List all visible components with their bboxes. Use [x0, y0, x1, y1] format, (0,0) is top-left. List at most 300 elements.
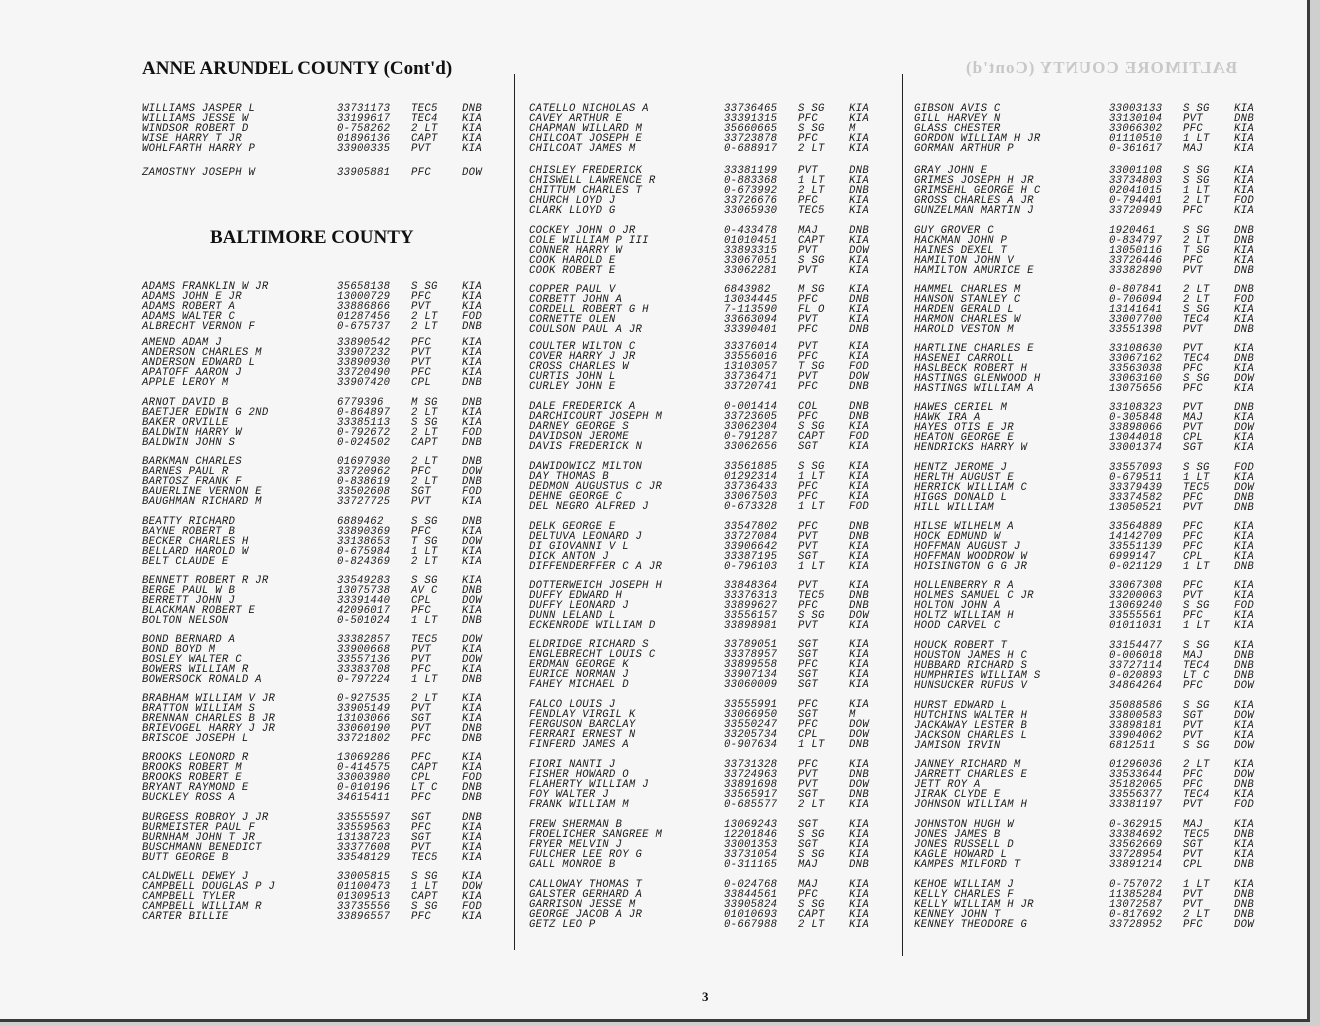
entry-rank: 2 LT	[411, 427, 438, 440]
entry-name: BELLARD HAROLD W	[142, 546, 249, 559]
entry-status: DOW	[1234, 919, 1254, 932]
entry-rank: PVT	[1183, 799, 1203, 812]
entry-service-number: 6889462	[337, 516, 384, 528]
entry-service-number: 33736465	[724, 103, 778, 115]
entry-status: KIA	[1234, 343, 1254, 355]
entry-rank: CPL	[411, 772, 431, 785]
entry-status: KIA	[849, 103, 869, 115]
entry-rank: AV C	[411, 585, 438, 598]
entry-rank: PVT	[1183, 343, 1203, 355]
entry-rank: S SG	[798, 103, 825, 115]
entry-status: KIA	[1234, 363, 1254, 376]
entry-service-number: 0-758262	[337, 123, 391, 136]
entry-name: FRANK WILLIAM M	[529, 799, 629, 812]
entry-service-number: 0-433478	[724, 225, 778, 237]
entry-name: HOCK EDMUND W	[914, 531, 1001, 544]
page-number: 3	[702, 989, 709, 1004]
entry-service-number: 33899558	[724, 659, 778, 672]
entry-status: DNB	[849, 165, 869, 177]
entry-status: DNB	[462, 674, 482, 687]
entry-name: HOLLENBERRY R A	[914, 580, 1014, 592]
entry-rank: PVT	[411, 723, 431, 736]
entry-name: BRATTON WILLIAM S	[142, 703, 256, 716]
entry-rank: PFC	[798, 351, 818, 364]
entry-service-number: 33904062	[1109, 730, 1163, 743]
entry-rank: CAPT	[798, 431, 825, 444]
entry-service-number: 6843982	[724, 284, 771, 296]
entry-name: ARNOT DAVID B	[142, 397, 229, 409]
entry-rank: 2 LT	[798, 185, 825, 198]
entry-status: KIA	[462, 143, 482, 156]
entry-name: COCKEY JOHN O JR	[529, 225, 636, 237]
entry-service-number: 34864264	[1109, 680, 1163, 693]
entry-rank: PFC	[1183, 531, 1203, 544]
entry-name: BALDWIN HARRY W	[142, 427, 242, 440]
entry-name: CAMPBELL TYLER	[142, 891, 236, 904]
entry-name: ERDMAN GEORGE K	[529, 659, 629, 672]
entry-service-number: 33559563	[337, 822, 391, 835]
entry-service-number: 13069240	[1109, 600, 1163, 613]
entry-service-number: 33907232	[337, 347, 391, 360]
entry-status: KIA	[849, 679, 869, 692]
entry-name: DUFFY EDWARD H	[529, 590, 623, 603]
entry-status: KIA	[1234, 640, 1254, 652]
entry-status: KIA	[849, 195, 869, 208]
entry-status: DNB	[849, 381, 869, 394]
entry-name: COOK HAROLD E	[529, 255, 616, 268]
entry-name: HAINES DEXEL T	[914, 245, 1008, 258]
entry-name: JARRETT CHARLES E	[914, 769, 1028, 782]
entry-rank: M SG	[411, 397, 438, 409]
entry-name: GARRISON JESSE M	[529, 899, 636, 912]
entry-rank: 2 LT	[1183, 294, 1210, 307]
entry-status: FOD	[849, 361, 869, 374]
entry-service-number: 6779396	[337, 397, 384, 409]
entry-rank: PFC	[411, 167, 431, 179]
entry-service-number: 33727725	[337, 496, 391, 509]
entry-status: KIA	[462, 842, 482, 855]
entry-rank: PFC	[798, 491, 818, 504]
entry-service-number: 33898066	[1109, 422, 1163, 435]
entry-name: KENNEY JOHN T	[914, 909, 1001, 922]
entry-status: KIA	[849, 314, 869, 327]
entry-service-number: 33001353	[724, 839, 778, 852]
entry-name: WILLIAMS JESSE W	[142, 113, 249, 126]
entry-status: DNB	[849, 294, 869, 307]
entry-status: KIA	[849, 265, 869, 278]
entry-rank: TEC4	[1183, 789, 1210, 802]
entry-status: FOD	[849, 501, 869, 514]
entry-service-number: 13072587	[1109, 899, 1163, 912]
entry-service-number: 33907134	[724, 669, 778, 682]
entry-status: KIA	[849, 133, 869, 146]
entry-status: KIA	[462, 693, 482, 705]
entry-service-number: 33376014	[724, 341, 778, 353]
entry-name: HOOD CARVEL C	[914, 620, 1001, 633]
entry-name: ANDERSON EDWARD L	[142, 357, 256, 370]
entry-name: DI GIOVANNI V L	[529, 541, 629, 554]
entry-rank: TEC5	[411, 103, 438, 115]
entry-name: BLACKMAN ROBERT E	[142, 605, 256, 618]
entry-name: CHILCOAT JOSEPH E	[529, 133, 643, 146]
entry-service-number: 33905881	[337, 167, 391, 179]
entry-rank: S SG	[1183, 225, 1210, 237]
entry-rank: PFC	[1183, 680, 1203, 693]
entry-status: M	[849, 123, 856, 136]
entry-service-number: 33562669	[1109, 839, 1163, 852]
entry-status: KIA	[462, 556, 482, 569]
entry-status: KIA	[1234, 103, 1254, 115]
entry-status: KIA	[1234, 245, 1254, 258]
entry-rank: TEC5	[1183, 829, 1210, 842]
entry-status: DNB	[1234, 265, 1254, 278]
entry-status: FOD	[849, 431, 869, 444]
entry-rank: PFC	[798, 481, 818, 494]
entry-status: KIA	[849, 551, 869, 564]
entry-rank: CAPT	[411, 133, 438, 146]
entry-status: DNB	[462, 437, 482, 450]
entry-service-number: 13000729	[337, 291, 391, 304]
entry-name: HARMON CHARLES W	[914, 314, 1021, 327]
entry-service-number: 13069286	[337, 752, 391, 764]
entry-rank: 2 LT	[1183, 235, 1210, 248]
entry-name: BOWERSOCK RONALD A	[142, 674, 262, 687]
entry-service-number: 33551139	[1109, 541, 1163, 554]
entry-rank: S SG	[1183, 373, 1210, 386]
entry-name: BAKER ORVILLE	[142, 417, 229, 430]
entry-rank: PVT	[798, 531, 818, 544]
entry-name: BOSLEY WALTER C	[142, 654, 242, 667]
entry-rank: 1 LT	[1183, 185, 1210, 198]
entry-rank: TEC4	[1183, 314, 1210, 327]
entry-service-number: 33062304	[724, 421, 778, 434]
entry-rank: CAPT	[798, 909, 825, 922]
entry-status: DOW	[849, 779, 869, 792]
entry-rank: TEC4	[411, 113, 438, 126]
entry-service-number: 0-305848	[1109, 412, 1163, 425]
entry-rank: LT C	[411, 782, 438, 795]
entry-rank: PFC	[411, 526, 431, 539]
entry-service-number: 33003133	[1109, 103, 1163, 115]
entry-name: FLAHERTY WILLIAM J	[529, 779, 649, 792]
entry-service-number: 33378957	[724, 649, 778, 662]
entry-service-number: 33736433	[724, 481, 778, 494]
entry-rank: M SG	[798, 284, 825, 296]
entry-rank: PFC	[411, 337, 431, 349]
entry-name: CORBETT JOHN A	[529, 294, 623, 307]
entry-name: DARNEY GEORGE S	[529, 421, 629, 434]
entry-name: GEORGE JACOB A JR	[529, 909, 643, 922]
entry-service-number: 33890369	[337, 526, 391, 539]
entry-rank: PFC	[798, 381, 818, 394]
entry-service-number: 33382890	[1109, 265, 1163, 278]
entry-status: FOD	[462, 427, 482, 440]
entry-status: KIA	[849, 839, 869, 852]
entry-status: KIA	[1234, 205, 1254, 218]
entry-service-number: 35182065	[1109, 779, 1163, 792]
entry-rank: 2 LT	[411, 693, 438, 705]
entry-name: EURICE NORMAN J	[529, 669, 629, 682]
entry-service-number: 33062281	[724, 265, 778, 278]
entry-name: BURNHAM JOHN T JR	[142, 832, 256, 845]
entry-status: KIA	[849, 829, 869, 842]
entry-service-number: 33200063	[1109, 590, 1163, 603]
entry-name: HANSON STANLEY C	[914, 294, 1021, 307]
entry-service-number: 13103057	[724, 361, 778, 374]
entry-status: DNB	[849, 185, 869, 198]
entry-name: HAMILTON JOHN V	[914, 255, 1014, 268]
entry-service-number: 33848364	[724, 580, 778, 592]
entry-service-number: 33060009	[724, 679, 778, 692]
entry-name: CLARK LLOYD G	[529, 205, 616, 218]
entry-name: DICK ANTON J	[529, 551, 609, 564]
entry-name: BELT CLAUDE E	[142, 556, 229, 569]
entry-status: KIA	[462, 703, 482, 716]
entry-name: JACKAWAY LESTER B	[914, 720, 1028, 733]
entry-status: KIA	[1234, 165, 1254, 177]
entry-name: HILSE WILHELM A	[914, 521, 1014, 533]
entry-rank: MAJ	[1183, 819, 1203, 831]
entry-service-number: 13138723	[337, 832, 391, 845]
entry-name: KAGLE HOWARD L	[914, 849, 1008, 862]
entry-status: KIA	[849, 620, 869, 633]
entry-rank: PFC	[1183, 610, 1203, 623]
entry-service-number: 12201846	[724, 829, 778, 842]
entry-rank: PVT	[1183, 720, 1203, 733]
entry-status: DNB	[849, 769, 869, 782]
entry-status: KIA	[462, 123, 482, 136]
entry-service-number: 0-501024	[337, 615, 391, 628]
entry-service-number: 13103066	[337, 713, 391, 726]
entry-status: KIA	[1234, 590, 1254, 603]
entry-rank: PVT	[411, 703, 431, 716]
entry-status: KIA	[849, 759, 869, 771]
entry-name: GRIMSEHL GEORGE H C	[914, 185, 1041, 198]
entry-status: KIA	[1234, 610, 1254, 623]
entry-status: KIA	[849, 461, 869, 473]
entry-rank: 1 LT	[1183, 561, 1210, 574]
entry-status: KIA	[849, 819, 869, 831]
entry-rank: PFC	[798, 324, 818, 337]
entry-service-number: 0-834797	[1109, 235, 1163, 248]
entry-status: DNB	[1234, 324, 1254, 337]
entry-service-number: 33108323	[1109, 402, 1163, 414]
entry-status: DNB	[1234, 235, 1254, 248]
entry-status: KIA	[462, 713, 482, 726]
entry-service-number: 33547802	[724, 521, 778, 533]
entry-status: KIA	[462, 113, 482, 126]
entry-name: FINFERD JAMES A	[529, 739, 629, 752]
entry-service-number: 35660665	[724, 123, 778, 136]
entry-rank: PVT	[798, 245, 818, 258]
entry-service-number: 33720741	[724, 381, 778, 394]
entry-service-number: 33005815	[337, 871, 391, 883]
entry-rank: SGT	[411, 486, 431, 499]
entry-status: DNB	[462, 723, 482, 736]
entry-status: KIA	[849, 541, 869, 554]
entry-rank: SGT	[1183, 710, 1203, 723]
entry-status: KIA	[849, 889, 869, 902]
entry-name: CALLOWAY THOMAS T	[529, 879, 643, 891]
entry-service-number: 13141641	[1109, 304, 1163, 317]
entry-service-number: 33001374	[1109, 442, 1163, 455]
entry-service-number: 33391315	[724, 113, 778, 126]
column-divider-2	[902, 74, 903, 956]
entry-service-number: 0-838619	[337, 476, 391, 489]
entry-service-number: 33721802	[337, 733, 391, 746]
entry-status: DNB	[849, 225, 869, 237]
entry-status: DNB	[849, 411, 869, 424]
entry-rank: PFC	[1183, 521, 1203, 533]
entry-service-number: 13034445	[724, 294, 778, 307]
entry-status: KIA	[849, 351, 869, 364]
entry-status: DNB	[462, 792, 482, 805]
entry-status: DNB	[849, 789, 869, 802]
entry-service-number: 13069243	[724, 819, 778, 831]
entry-name: KENNEY THEODORE G	[914, 919, 1028, 932]
entry-name: BECKER CHARLES H	[142, 536, 249, 549]
entry-status: DNB	[1234, 899, 1254, 912]
entry-rank: PVT	[411, 347, 431, 360]
entry-rank: CPL	[411, 595, 431, 608]
entry-status: FOD	[1234, 294, 1254, 307]
entry-status: KIA	[462, 357, 482, 370]
entry-name: HILL WILLIAM	[914, 502, 994, 515]
entry-service-number: 33734803	[1109, 175, 1163, 188]
entry-rank: PFC	[411, 822, 431, 835]
entry-service-number: 33377608	[337, 842, 391, 855]
entry-status: KIA	[1234, 175, 1254, 188]
entry-rank: 1 LT	[1183, 133, 1210, 146]
entry-name: AMEND ADAM J	[142, 337, 222, 349]
entry-status: KIA	[849, 669, 869, 682]
entry-service-number: 33731054	[724, 849, 778, 862]
entry-name: GETZ LEO P	[529, 919, 596, 932]
entry-status: KIA	[1234, 819, 1254, 831]
entry-rank: PFC	[798, 719, 818, 732]
entry-name: BOLTON NELSON	[142, 615, 229, 628]
entry-service-number: 33557136	[337, 654, 391, 667]
entry-rank: PFC	[798, 699, 818, 711]
entry-name: FALCO LOUIS J	[529, 699, 616, 711]
entry-service-number: 33067503	[724, 491, 778, 504]
entry-status: KIA	[1234, 531, 1254, 544]
entry-status: KIA	[849, 341, 869, 353]
entry-status: DNB	[849, 590, 869, 603]
entry-service-number: 13075738	[337, 585, 391, 598]
entry-name: FROELICHER SANGREE M	[529, 829, 663, 842]
entry-status: KIA	[1234, 255, 1254, 268]
entry-status: DNB	[462, 103, 482, 115]
entry-service-number: 33561885	[724, 461, 778, 473]
entry-rank: MAJ	[1183, 143, 1203, 156]
entry-name: ALBRECHT VERNON F	[142, 321, 256, 334]
entry-status: KIA	[1234, 185, 1254, 198]
entry-rank: PVT	[411, 644, 431, 657]
entry-rank: PVT	[798, 779, 818, 792]
entry-service-number: 33548129	[337, 852, 391, 865]
entry-name: HACKMAN JOHN P	[914, 235, 1008, 248]
entry-service-number: 0-675737	[337, 321, 391, 334]
entry-status: DNB	[849, 739, 869, 752]
entry-name: GALSTER GERHARD A	[529, 889, 643, 902]
entry-status: DNB	[462, 615, 482, 628]
entry-name: FISHER HOWARD O	[529, 769, 629, 782]
entry-rank: PFC	[798, 195, 818, 208]
entry-status: FOD	[1234, 600, 1254, 613]
entry-status: KIA	[1234, 314, 1254, 327]
entry-status: DNB	[462, 456, 482, 468]
entry-service-number: 35658138	[337, 281, 391, 293]
entry-service-number: 6999147	[1109, 551, 1156, 564]
entry-status: DNB	[1234, 650, 1254, 663]
entry-status: M	[849, 709, 856, 722]
entry-service-number: 13044018	[1109, 432, 1163, 445]
entry-service-number: 33130104	[1109, 113, 1163, 126]
entry-service-number: 33138653	[337, 536, 391, 549]
entry-status: KIA	[849, 441, 869, 454]
entry-service-number: 0-414575	[337, 762, 391, 775]
entry-status: KIA	[1234, 789, 1254, 802]
entry-service-number: 33383708	[337, 664, 391, 677]
entry-service-number: 33060190	[337, 723, 391, 736]
entry-rank: PFC	[798, 659, 818, 672]
entry-rank: S SG	[798, 829, 825, 842]
entry-status: KIA	[849, 659, 869, 672]
entry-service-number: 33723605	[724, 411, 778, 424]
entry-service-number: 01100473	[337, 881, 391, 894]
entry-name: HASTINGS GLENWOOD H	[914, 373, 1041, 386]
entry-service-number: 0-673328	[724, 501, 778, 514]
entry-service-number: 33199617	[337, 113, 391, 126]
entry-service-number: 42096017	[337, 605, 391, 618]
entry-rank: PVT	[1183, 889, 1203, 902]
entry-service-number: 0-024502	[337, 437, 391, 450]
entry-name: FRYER MELVIN J	[529, 839, 623, 852]
entry-rank: SGT	[798, 551, 818, 564]
entry-service-number: 0-667988	[724, 919, 778, 932]
entry-status: DNB	[1234, 909, 1254, 922]
entry-status: DOW	[1234, 680, 1254, 693]
entry-rank: PFC	[1183, 769, 1203, 782]
entry-rank: PVT	[1183, 730, 1203, 743]
entry-name: CROSS CHARLES W	[529, 361, 629, 374]
entry-rank: SGT	[798, 669, 818, 682]
entry-service-number: 01110510	[1109, 133, 1163, 146]
entry-rank: TEC5	[1183, 482, 1210, 495]
entry-status: FOD	[1234, 799, 1254, 812]
entry-service-number: 33384692	[1109, 829, 1163, 842]
entry-rank: PVT	[411, 654, 431, 667]
entry-rank: PVT	[1183, 502, 1203, 515]
entry-rank: S SG	[798, 421, 825, 434]
entry-rank: 1 LT	[411, 881, 438, 894]
entry-service-number: 33502608	[337, 486, 391, 499]
entry-status: DNB	[1234, 561, 1254, 574]
entry-rank: CPL	[411, 377, 431, 390]
entry-rank: 1 LT	[798, 501, 825, 514]
entry-status: KIA	[1234, 720, 1254, 733]
entry-status: KIA	[849, 799, 869, 812]
entry-status: KIA	[1234, 521, 1254, 533]
entry-name: DUNN LELAND L	[529, 610, 616, 623]
entry-name: BOND BOYD M	[142, 644, 216, 657]
entry-name: HUMPHRIES WILLIAM S	[914, 670, 1041, 683]
entry-rank: 2 LT	[411, 476, 438, 489]
entry-rank: PVT	[798, 165, 818, 177]
entry-name: DIFFENDERFFER C A JR	[529, 561, 663, 574]
entry-name: WILLIAMS JASPER L	[142, 103, 256, 115]
